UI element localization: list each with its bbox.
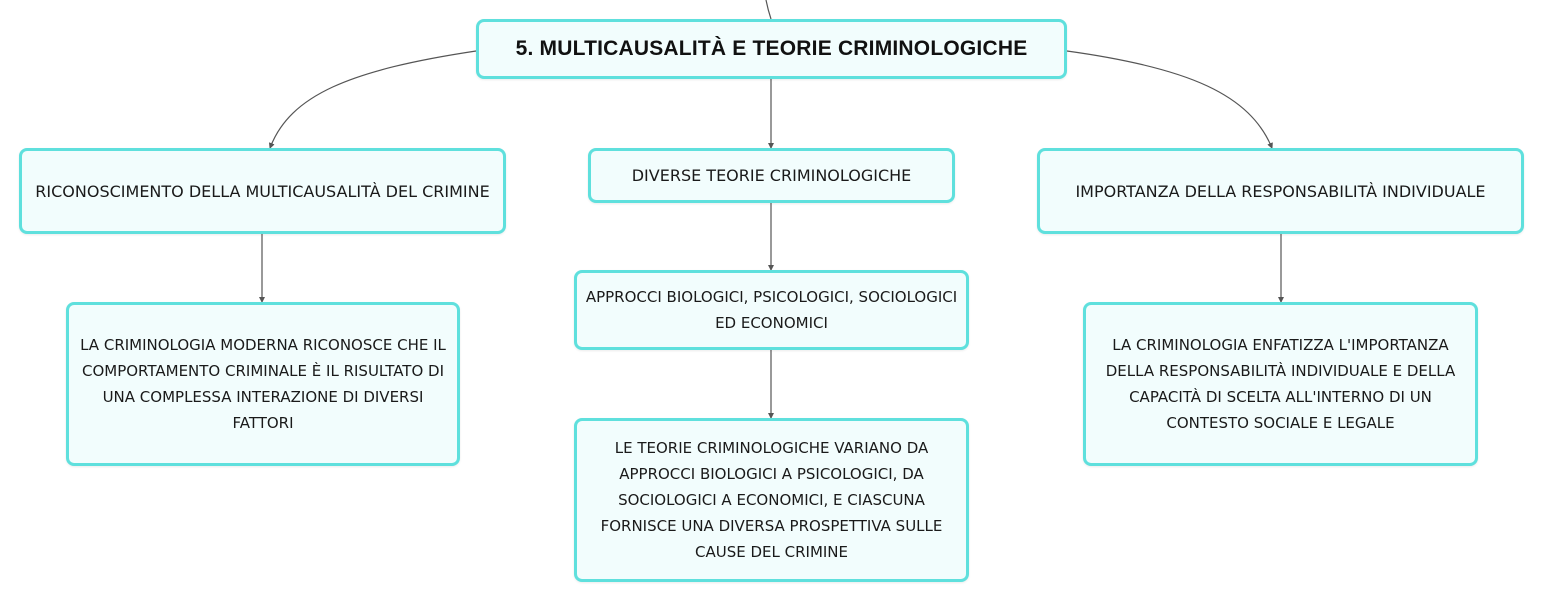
leaf-individual-responsibility-node[interactable] — [1083, 302, 1478, 466]
branch-responsibility-label: IMPORTANZA DELLA RESPONSABILITÀ INDIVIDUALE — [1075, 181, 1486, 201]
root-topic-label: 5. MULTICAUSALITÀ E TEORIE CRIMINOLOGICHE — [515, 37, 1028, 60]
branch-multicausality-node[interactable] — [19, 148, 506, 234]
root-topic-node[interactable] — [476, 19, 1067, 79]
leaf-modern-criminology-label: LA CRIMINOLOGIA MODERNA RICONOSCE CHE IL COMPORTAMENTO CRIMINALE È IL RISULTATO DI UNA COMPLESSA INTERAZIONE DI DIVERSI FATTORI — [80, 336, 446, 432]
connector-parent-to-root — [766, 0, 771, 19]
leaf-approaches-node[interactable] — [574, 270, 969, 350]
leaf-individual-responsibility-label: LA CRIMINOLOGIA ENFATIZZA L'IMPORTANZA DELLA RESPONSABILITÀ INDIVIDUALE E DELLA CAPACITÀ DI SCELTA ALL'INTERNO DI UN CONTESTO SOCIALE E LEGALE — [1105, 336, 1456, 432]
branch-theories-node[interactable] — [588, 148, 955, 203]
branch-multicausality-label: RICONOSCIMENTO DELLA MULTICAUSALITÀ DEL CRIMINE — [35, 181, 490, 201]
leaf-theories-vary-node[interactable] — [574, 418, 969, 582]
connector-root-to-branch-1 — [270, 51, 476, 148]
connector-root-to-branch-3 — [1067, 51, 1272, 148]
branch-responsibility-node[interactable] — [1037, 148, 1524, 234]
leaf-modern-criminology-node[interactable] — [66, 302, 460, 466]
branch-theories-label: DIVERSE TEORIE CRIMINOLOGICHE — [631, 166, 912, 185]
leaf-theories-vary-label: LE TEORIE CRIMINOLOGICHE VARIANO DA APPROCCI BIOLOGICI A PSICOLOGICI, DA SOCIOLOGICI A ECONOMICI, E CIASCUNA FORNISCE UNA DIVERSA PROSPETTIVA SULLE CAUSE DEL CRIMINE — [600, 439, 943, 561]
leaf-approaches-label: APPROCCI BIOLOGICI, PSICOLOGICI, SOCIOLOGICI ED ECONOMICI — [585, 288, 958, 332]
